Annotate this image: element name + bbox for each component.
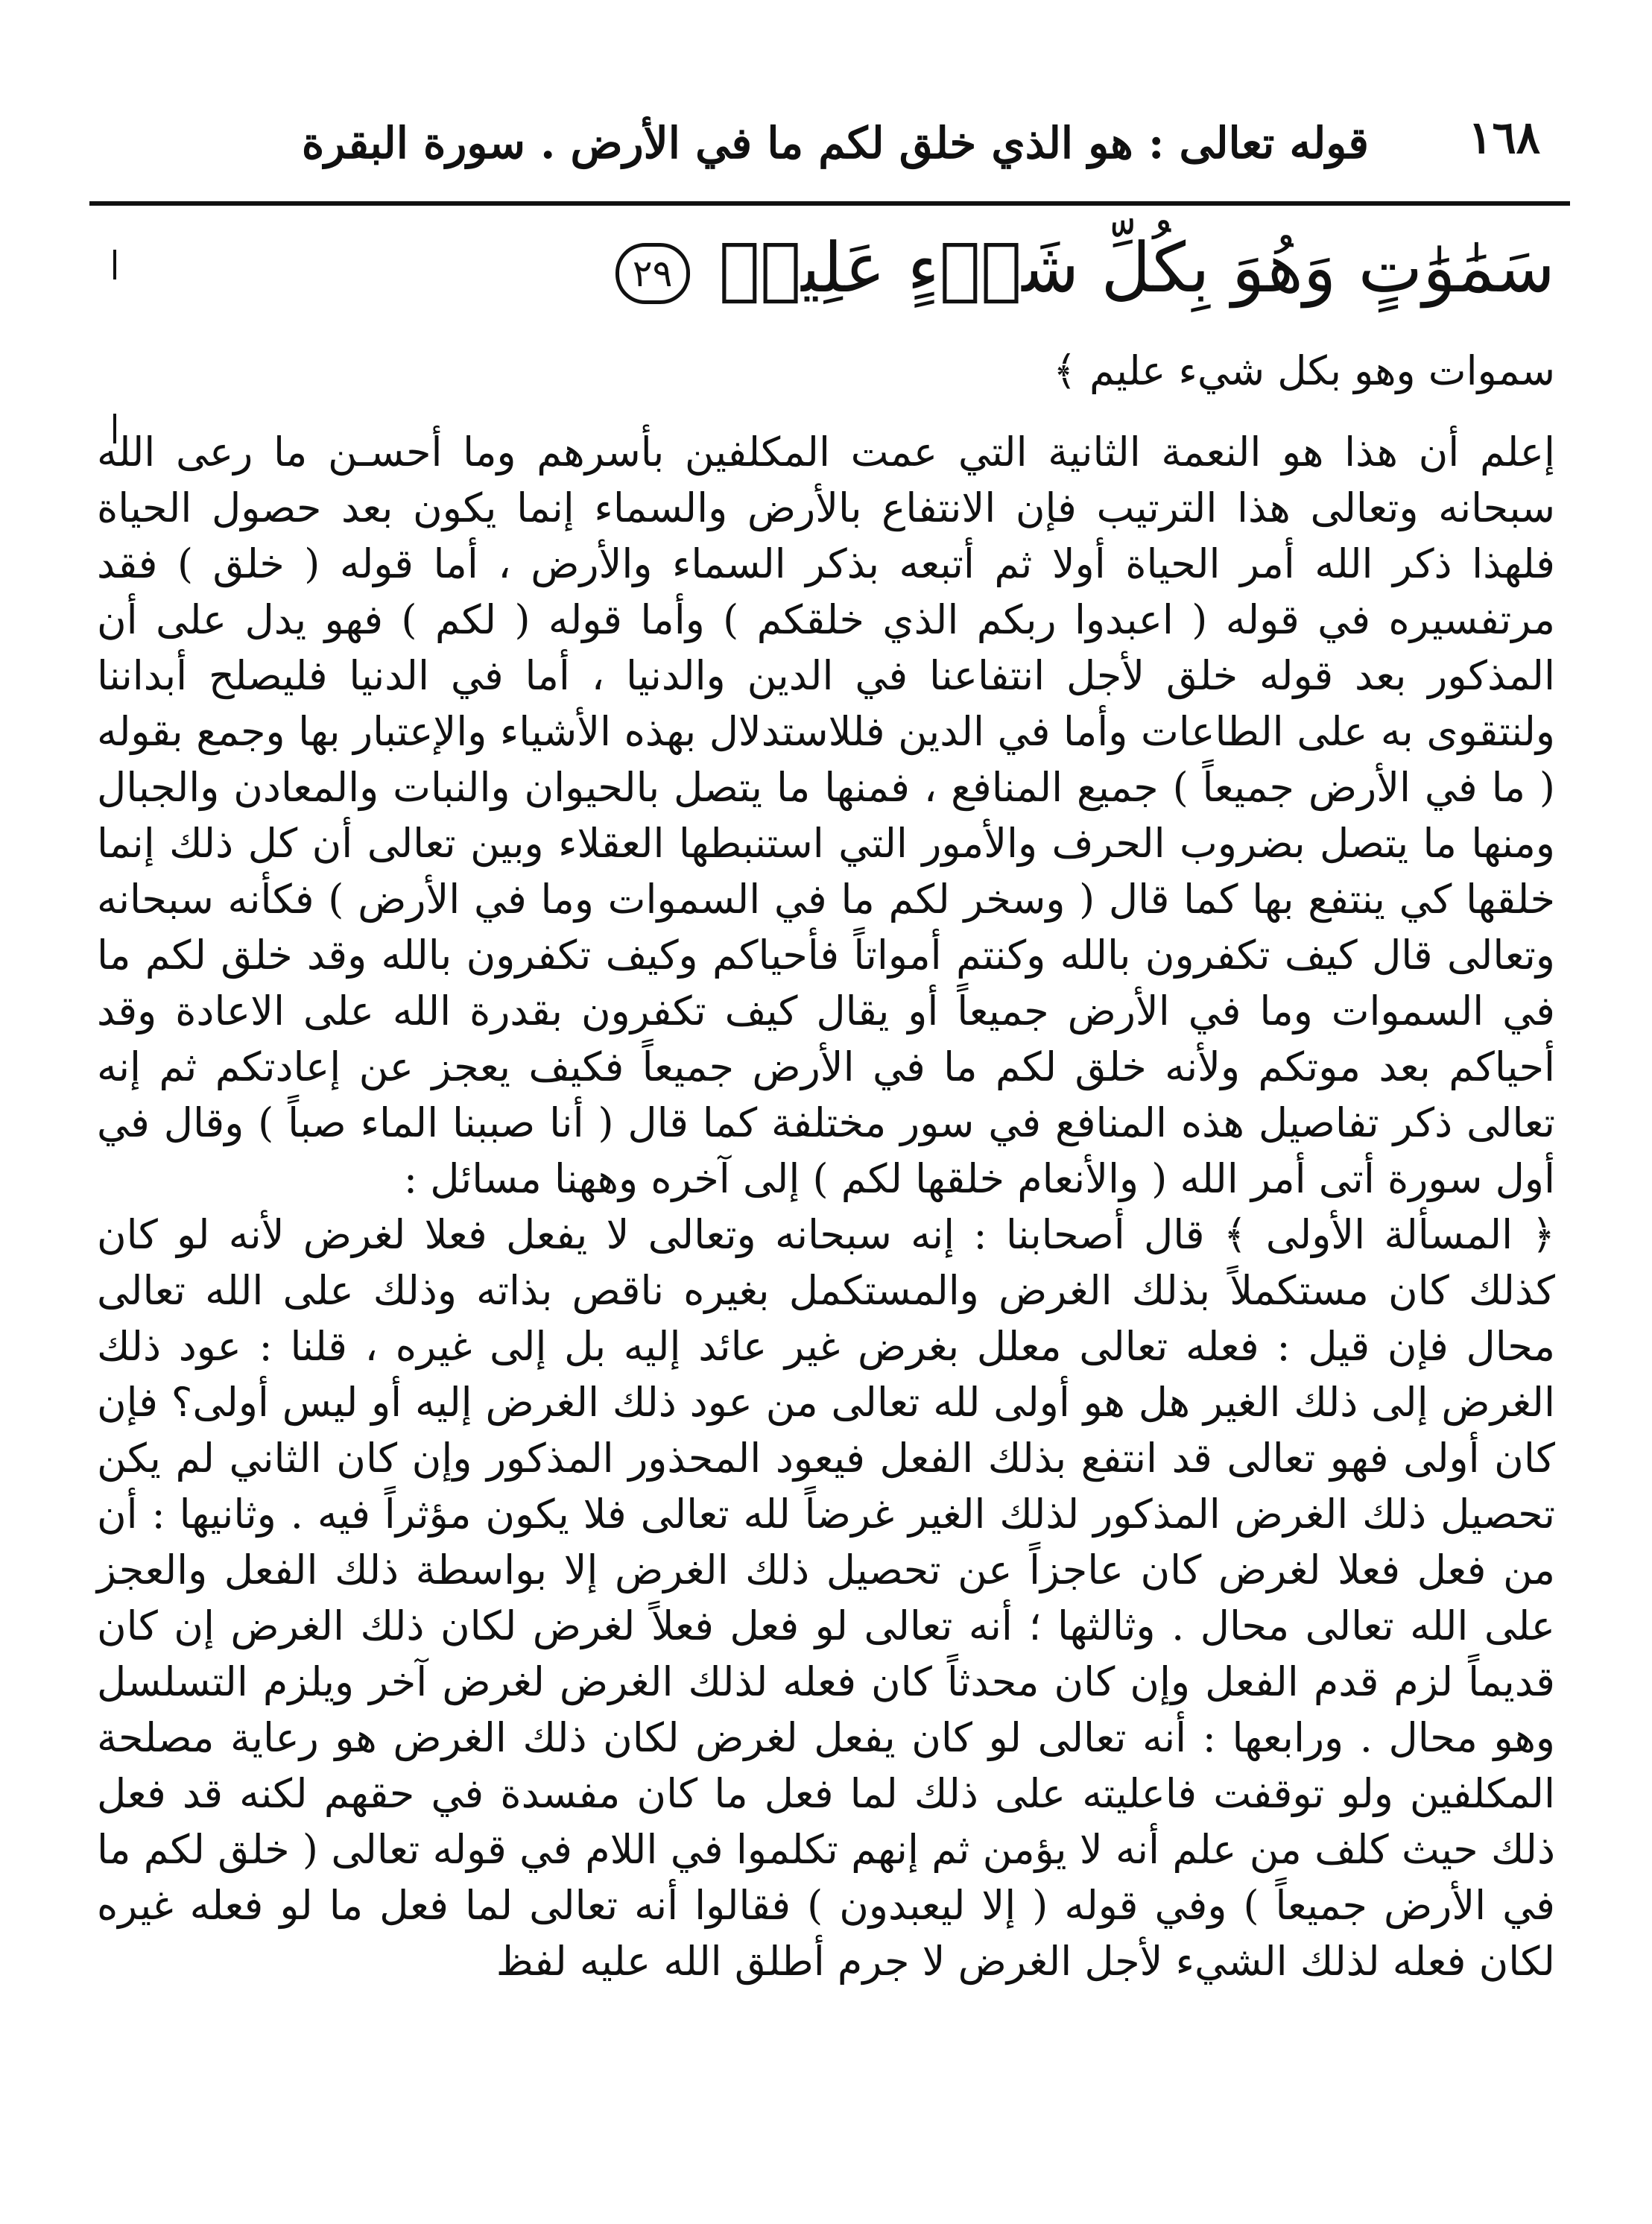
header-title: قوله تعالى : هو الذي خلق لكم ما في الأرض . سورة البقرة [301, 118, 1369, 168]
verse-text: سَمَٰوَٰتٍ وَهُوَ بِكُلِّ شَيۡءٍ عَلِيمٞ [718, 228, 1555, 308]
header-divider [89, 201, 1570, 206]
paragraph: ﴿ المسألة الأولى ﴾ قال أصحابنا : إنه سبحانه وتعالى لا يفعل فعلا لغرض لأنه لو كان كذلك كان مستكملاً بذلك الغرض والمستكمل بغيره ناقص بذاته وذلك على الله تعالى محال فإن قيل : فعله تعالى معلل بغرض غير عائد إليه بل إلى غيره ، قلنا : عود ذلك الغرض إلى ذلك الغير هل هو أولى لله تعالى من عود ذلك الغرض إليه أو ليس أولى؟ فإن كان أولى فهو تعالى قد انتفع بذلك الفعل فيعود المحذور المذكور وإن كان الثاني لم يكن تحصيل ذلك الغرض المذكور لذلك الغير غرضاً لله تعالى فلا يكون مؤثراً فيه . وثانيها : أن من فعل فعلا لغرض كان عاجزاً عن تحصيل ذلك الغرض إلا بواسطة ذلك الفعل والعجز على الله تعالى محال . وثالثها ؛ أنه تعالى لو فعل فعلاً لغرض لكان ذلك الغرض إن كان قديماً لزم قدم الفعل وإن كان محدثاً كان فعله لذلك الغرض لغرض آخر ويلزم التسلسل وهو محال . ورابعها : أنه تعالى لو كان يفعل لغرض لكان ذلك الغرض هو رعاية مصلحة المكلفين ولو توقفت فاعليته على ذلك لما فعل ما كان مفسدة في حقهم لكنه قد فعل ذلك حيث كلف من علم أنه لا يؤمن ثم إنهم تكلموا في اللام في قوله تعالى ( خلق لكم ما في الأرض جميعاً ) وفي قوله ( إلا ليعبدون ) فقالوا أنه تعالى لما فعل ما لو فعله غيره لكان فعله لذلك الشيء لأجل الغرض لا جرم أطلق الله عليه لفظ [97, 1211, 1555, 1985]
running-header [97, 104, 1555, 194]
quran-verse [615, 212, 1555, 324]
commentary-text [97, 343, 1555, 1989]
page-number: ١٦٨ [1468, 112, 1540, 164]
paragraph: إعلم أن هذا هو النعمة الثانية التي عمت المكلفين بأسرهم وما أحسـن ما رعى الله سبحانه وتعالى هذا الترتيب فإن الانتفاع بالأرض والسماء إنما يكون بعد حصول الحياة فلهذا ذكر الله أمر الحياة أولا ثم أتبعه بذكر السماء والأرض ، أما قوله ( خلق ) فقد مرتفسيره في قوله ( اعبدوا ربكم الذي خلقكم ) وأما قوله ( لكم ) فهو يدل على أن المذكور بعد قوله خلق لأجل انتفاعنا في الدين والدنيا ، أما في الدنيا فليصلح أبداننا ولنتقوى به على الطاعات وأما في الدين فللاستدلال بهذه الأشياء والإعتبار بها وجمع بقوله ( ما في الأرض جميعاً ) جميع المنافع ، فمنها ما يتصل بالحيوان والنبات والمعادن والجبال ومنها ما يتصل بضروب الحرف والأمور التي استنبطها العقلاء وبين تعالى أن كل ذلك إنما خلقها كي ينتفع بها كما قال ( وسخر لكم ما في السموات وما في الأرض ) فكأنه سبحانه وتعالى قال كيف تكفرون بالله وكنتم أمواتاً فأحياكم وكيف تكفرون بالله وقد خلق لكم ما في السموات وما في الأرض جميعاً أو يقال كيف تكفرون بقدرة الله على الاعادة وقد أحياكم بعد موتكم ولأنه خلق لكم ما في الأرض جميعاً فكيف يعجز عن إعادتكم ثم إنه تعالى ذكر تفاصيل هذه المنافع في سور مختلفة كما قال ( أنا صببنا الماء صباً ) وقال في أول سورة أتى أمر الله ( والأنعام خلقها لكم ) إلى آخره وههنا مسائل : [97, 429, 1556, 1202]
ayah-number-marker: ٢٩ [615, 243, 690, 304]
verse-heading: سموات وهو بكل شيء عليم ﴾ [1053, 347, 1555, 394]
margin-mark [113, 250, 116, 279]
